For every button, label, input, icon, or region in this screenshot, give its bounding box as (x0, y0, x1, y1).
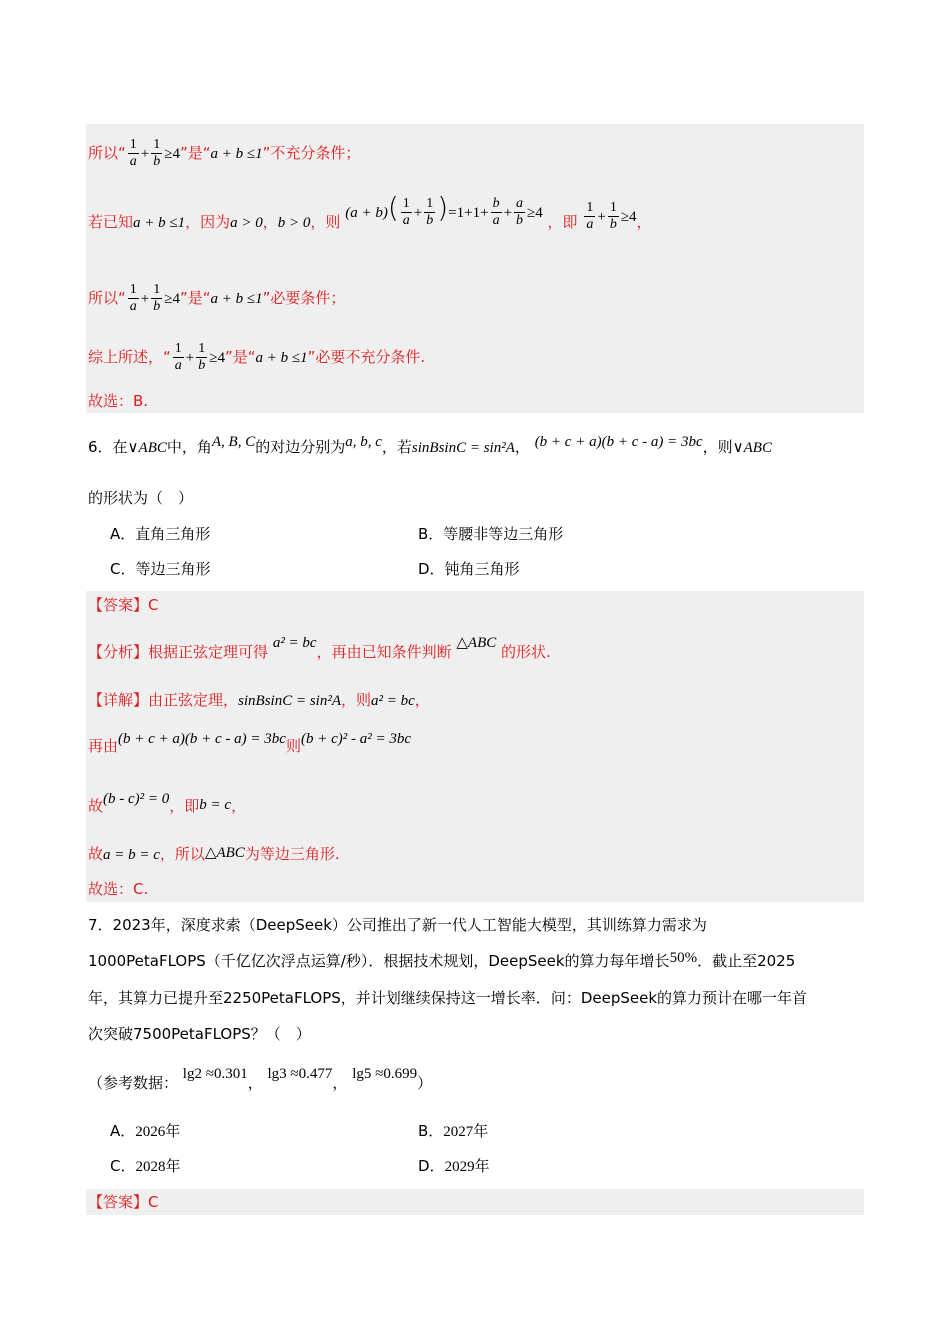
text: 再由 (88, 737, 119, 755)
triangle-abc: ∨ABC (127, 440, 167, 456)
q6-analysis (88, 635, 551, 665)
fraction-b-over-a: $\frac{b}{a}$ (492, 196, 500, 228)
plus: + (503, 205, 513, 221)
fraction-1-over-a: $\frac{1}{a}$ (129, 137, 137, 169)
q6-stem-line2: 的形状为（ ） (88, 489, 194, 507)
condition: a + b ≤1 (133, 215, 186, 231)
text: 中，角 (166, 438, 212, 456)
equation: a² = bc (371, 693, 415, 709)
text: ”是“ (224, 348, 256, 366)
q6-option-a[interactable]: A．直角三角形 (110, 525, 211, 543)
fraction: $\frac{1}{b}$ (426, 196, 434, 228)
text: ”是“ (179, 144, 211, 162)
product: (a + b) (345, 205, 388, 221)
triangle-abc: ∨ABC (732, 440, 772, 456)
q6-detail-line2 (88, 731, 412, 759)
text: 故 (88, 797, 104, 815)
text: ”必要条件； (262, 289, 346, 307)
q6-detail-line4 (88, 843, 340, 867)
rhs: =1+1+ (448, 205, 489, 221)
equation: (b + c + a)(b + c - a) = 3bc (118, 731, 286, 747)
plus: + (140, 291, 150, 307)
q7-option-b[interactable] (418, 1120, 488, 1143)
text: 故 (88, 845, 104, 863)
option-value: 2029年 (444, 1159, 490, 1175)
fraction: $\frac{1}{a}$ (586, 200, 594, 232)
fraction: $\frac{1}{b}$ (609, 200, 617, 232)
text: ， (247, 1074, 263, 1092)
q7-line3: 年，其算力已提升至2250PetaFLOPS，并计划继续保持这一增长率．问：DeepSeek的算力预计在哪一年首 (88, 989, 808, 1007)
fraction-a-over-b: $\frac{a}{b}$ (516, 196, 524, 228)
text: ”是“ (179, 289, 211, 307)
plus: + (185, 350, 195, 366)
q6-detail-line1 (88, 689, 430, 713)
q7-line4: 次突破7500PetaFLOPS？（ ） (88, 1025, 311, 1043)
fraction: $\frac{1}{a}$ (174, 341, 182, 373)
growth-percent: 50% (669, 950, 698, 966)
text: ，若 (381, 438, 412, 456)
lg3: lg3 ≈0.477 (267, 1066, 333, 1082)
solution5-line4 (88, 341, 426, 373)
solution5-answer: 故选：B. (88, 392, 149, 410)
text: 1000PetaFLOPS（千亿亿次浮点运算/秒）．根据技术规划，DeepSeek的算力每年增长 (88, 952, 670, 970)
q7-option-d[interactable] (418, 1155, 490, 1178)
equation: a = b = c (103, 847, 160, 863)
text: 所以“ (88, 144, 126, 162)
text: ．截止至2025 (697, 952, 796, 970)
option-value: 2026年 (135, 1124, 181, 1140)
equation: a² = bc (272, 635, 317, 651)
ge4: ≥4 (209, 350, 225, 366)
option-label: D． (418, 1157, 445, 1175)
plus: + (413, 205, 423, 221)
solution5-line3 (88, 282, 346, 314)
text: ，则 (702, 438, 733, 456)
q7-option-c[interactable] (110, 1155, 181, 1178)
q7-line2 (88, 950, 795, 974)
equation: sinBsinC = sin²A (238, 693, 341, 709)
q6-final: 故选：C. (88, 880, 149, 898)
condition: a + b ≤1 (255, 350, 308, 366)
plus: + (140, 146, 150, 162)
option-label: A． (110, 1122, 136, 1140)
text: 6．在 (88, 438, 128, 456)
text: ，所以 (159, 845, 205, 863)
plus: + (597, 209, 606, 225)
text: ， (332, 1074, 348, 1092)
sides: a, b, c (345, 434, 382, 450)
option-value: 2027年 (443, 1124, 489, 1140)
conclusion-expression (582, 200, 637, 232)
lg5: lg5 ≈0.699 (352, 1066, 418, 1082)
q6-option-d[interactable]: D．钝角三角形 (418, 560, 520, 578)
detail-label: 【详解】 (88, 691, 149, 709)
identity-expression: (a + b)( $\frac{1}{a}$ + $\frac{1}{b}$ )=1+1+ $\frac{b}{a}$ + $\frac{a}{b}$ ≥4 (345, 191, 543, 228)
text: 所以“ (88, 289, 126, 307)
q7-option-a[interactable] (110, 1120, 180, 1143)
ge4: ≥4 (164, 291, 180, 307)
text: ， (262, 213, 278, 231)
sine-equation: sinBsinC = sin²A (411, 440, 515, 456)
ge4: ≥4 (620, 209, 637, 225)
text: ，再由已知条件判断 (316, 643, 452, 661)
option-label: B． (418, 1122, 444, 1140)
text: 若已知 (88, 213, 134, 231)
q7-answer: 【答案】C (88, 1193, 159, 1211)
text: ，则 (341, 691, 372, 709)
q7-line1: 7．2023年，深度求索（DeepSeek）公司推出了新一代人工智能大模型，其训练算力需求为 (88, 916, 707, 934)
text: ”必要不充分条件. (307, 348, 426, 366)
solution5-line1 (88, 137, 361, 169)
q6-option-b[interactable]: B．等腰非等边三角形 (418, 525, 564, 543)
text: ，因为 (185, 213, 231, 231)
option-label: C． (110, 1157, 136, 1175)
text: ， (636, 213, 652, 231)
fraction: $\frac{1}{b}$ (153, 282, 161, 314)
text: 的形状. (501, 643, 551, 661)
q6-answer: 【答案】C (88, 596, 159, 614)
fraction: $\frac{1}{a}$ (402, 196, 410, 228)
fraction: $\frac{1}{a}$ (129, 282, 137, 314)
text: 的对边分别为 (255, 438, 346, 456)
text: 由正弦定理， (148, 691, 239, 709)
text: ， (231, 797, 247, 815)
equation: (b - c)² = 0 (103, 791, 170, 807)
text: 则 (285, 737, 301, 755)
fraction: $\frac{1}{b}$ (198, 341, 206, 373)
lg2: lg2 ≈0.301 (182, 1066, 248, 1082)
text: ， (514, 438, 530, 456)
ge4: ≥4 (527, 205, 543, 221)
a-positive: a > 0 (230, 215, 263, 231)
ge4: ≥4 (164, 146, 180, 162)
angles: A, B, C (211, 434, 256, 450)
text: ，则 (310, 213, 341, 231)
triangle-abc: △ABC (456, 635, 497, 651)
text: （参考数据： (88, 1074, 179, 1092)
option-value: 2028年 (135, 1159, 181, 1175)
text: ） (417, 1074, 433, 1092)
fraction-1-over-b: $\frac{1}{b}$ (153, 137, 161, 169)
condition: a + b ≤1 (210, 146, 263, 162)
equation: (b + c)² - a² = 3bc (300, 731, 412, 747)
condition: a + b ≤1 (210, 291, 263, 307)
text: ，即 (547, 213, 578, 231)
solution5-line2 (88, 191, 652, 232)
q7-reference (88, 1066, 433, 1096)
b-positive: b > 0 (277, 215, 311, 231)
triangle-abc: △ABC (204, 845, 245, 861)
analysis-label: 【分析】 (88, 643, 149, 661)
q6-option-c[interactable]: C．等边三角形 (110, 560, 211, 578)
q6-stem-line1 (88, 436, 772, 460)
text: 综上所述，“ (88, 348, 171, 366)
text: ”不充分条件； (262, 144, 361, 162)
text: ，即 (169, 797, 200, 815)
equation: b = c (199, 797, 232, 813)
product-equation: (b + c + a)(b + c - a) = 3bc (534, 434, 703, 450)
q7-answer-background (86, 1189, 864, 1215)
text: 为等边三角形. (244, 845, 340, 863)
text: 根据正弦定理可得 (148, 643, 269, 661)
text: ， (414, 691, 430, 709)
q6-detail-line3 (88, 791, 247, 819)
